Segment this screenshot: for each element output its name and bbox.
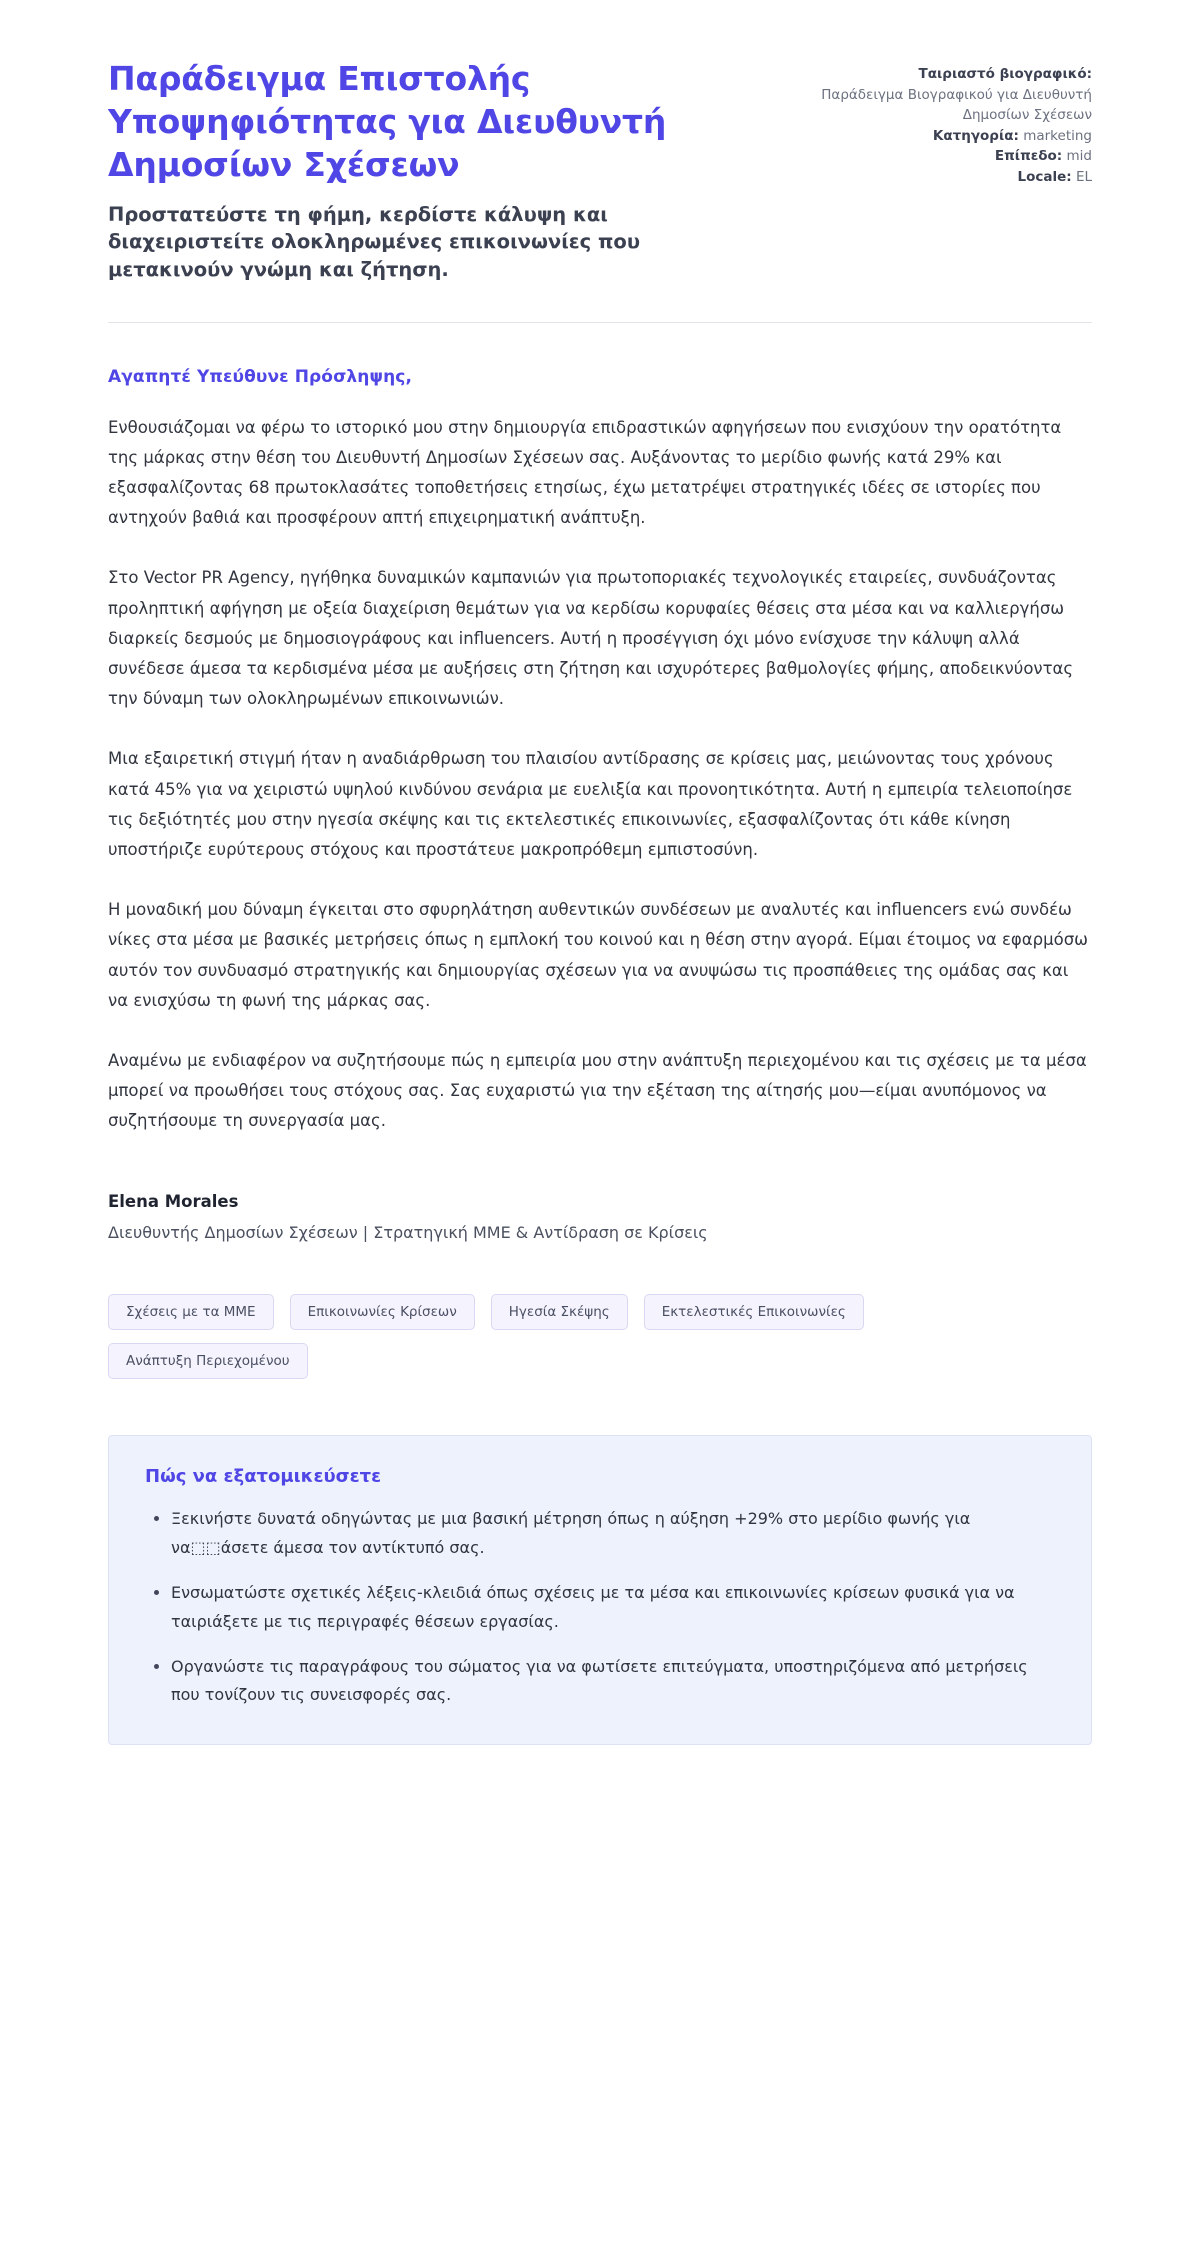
meta-category-value: marketing	[1023, 127, 1092, 144]
meta-matched-value-row	[792, 85, 1092, 126]
skill-tag[interactable]: Ηγεσία Σκέψης	[491, 1294, 628, 1330]
tips-title: Πώς να εξατομικεύσετε	[145, 1466, 382, 1488]
skill-tag[interactable]: Σχέσεις με τα ΜΜΕ	[108, 1294, 274, 1330]
signature-name: Elena Morales	[108, 1192, 239, 1212]
list-item: • Οργανώστε τις παραγράφους του σώματος για να φωτίσετε επιτεύγματα, υποστηριζόμενα από μετρήσεις που τονίζουν τις συνεισφορές σας.	[171, 1653, 1055, 1711]
header-text-block	[108, 58, 752, 284]
skill-tag[interactable]: Ανάπτυξη Περιεχομένου	[108, 1343, 308, 1379]
page-title: Παράδειγμα Επιστολής Υποψηφιότητας για Διευθυντή Δημοσίων Σχέσεων	[108, 59, 667, 184]
letter-paragraph: Αναμένω με ενδιαφέρον να συζητήσουμε πώς η εμπειρία μου στην ανάπτυξη περιεχομένου και τις σχέσεις με τα μέσα μπορεί να προωθήσει τους στόχους σας. Σας ευχαριστώ για την εξέταση της αίτησής μου—είμαι ανυπόμονος να συζητήσουμε τη συνεργασία μας.	[108, 1050, 1087, 1131]
signature-role: Διευθυντής Δημοσίων Σχέσεων | Στρατηγική ΜΜΕ & Αντίδραση σε Κρίσεις	[108, 1223, 708, 1243]
page-subtitle: Προστατεύστε τη φήμη, κερδίστε κάλυψη και διαχειριστείτε ολοκληρωμένες επικοινωνίες που μετακινούν γνώμη και ζήτηση.	[108, 202, 640, 282]
letter-paragraph: Η μοναδική μου δύναμη έγκειται στο σφυρηλάτηση αυθεντικών συνδέσεων με αναλυτές και influencers ενώ συνδέω νίκες στα μέσα με βασικές μετρήσεις όπως η εμπλοκή του κοινού και η θέση στην αγορά. Είμαι έτοιμος να εφαρμόσω αυτόν τον συνδυασμό στρατηγικής και δημιουργίας σχέσεων για να ανυψώσω τις προσπάθειες της ομάδας σας και να ενισχύσω τη φωνή της μάρκας σας.	[108, 900, 1088, 1010]
letter-paragraph: Μια εξαιρετική στιγμή ήταν η αναδιάρθρωση του πλαισίου αντίδρασης σε κρίσεις μας, μειώνοντας τους χρόνους κατά 45% για να χειριστώ υψηλού κινδύνου σενάρια με ευελιξία και προνοητικότητα. Αυτή η εμπειρία τελειοποίησε τις δεξιότητές μου στην ηγεσία σκέψης και τις εκτελεστικές επικοινωνίες, εξασφαλίζοντας ότι κάθε κίνηση υποστήριζε ευρύτερους στόχους και προστάτευε μακροπρόθεμη εμπιστοσύνη.	[108, 749, 1073, 859]
meta-level-value: mid	[1066, 148, 1092, 165]
tips-list	[145, 1505, 1055, 1710]
skill-tag-list	[108, 1294, 988, 1379]
meta-locale-value: EL	[1075, 168, 1092, 185]
document-meta	[792, 58, 1092, 187]
meta-level-label: Επίπεδο:	[994, 148, 1063, 165]
meta-matched-value: Παράδειγμα Βιογραφικού για Διευθυντή Δημοσίων Σχέσεων	[821, 86, 1092, 124]
document-header	[108, 58, 1092, 284]
letter-paragraph: Στο Vector PR Agency, ηγήθηκα δυναμικών καμπανιών για πρωτοποριακές τεχνολογικές εταιρείες, συνδυάζοντας προληπτική αφήγηση με οξεία διαχείριση θεμάτων για να κερδίσω κορυφαίες θέσεις στα μέσα και να καλλιεργήσω διαρκείς δεσμούς με δημοσιογράφους και influencers. Αυτή η προσέγγιση όχι μόνο ενίσχυσε την κάλυψη αλλά συνέδεσε άμεσα τα κερδισμένα μέσα με αυξήσεις στη ζήτηση και ισχυρότερες βαθμολογίες φήμης, αποδεικνύοντας την δύναμη των ολοκληρωμένων επικοινωνιών.	[108, 568, 1074, 709]
list-item: • Ξεκινήστε δυνατά οδηγώντας με μια βασική μέτρηση όπως η αύξηση +29% στο μερίδιο φωνής για να⬚⬚άσετε άμεσα τον αντίκτυπό σας.	[171, 1505, 1055, 1563]
meta-locale	[792, 167, 1092, 188]
letter-salutation: Αγαπητέ Υπεύθυνε Πρόσληψης,	[108, 366, 413, 387]
skill-tag[interactable]: Επικοινωνίες Κρίσεων	[290, 1294, 475, 1330]
signature-block	[108, 1192, 1092, 1242]
meta-category-label: Κατηγορία:	[932, 127, 1019, 144]
letter-paragraph: Ενθουσιάζομαι να φέρω το ιστορικό μου στην δημιουργία επιδραστικών αφηγήσεων που ενισχύουν την ορατότητα της μάρκας στην θέση του Διευθυντή Δημοσίων Σχέσεων σας. Αυξάνοντας το μερίδιο φωνής κατά 29% και εξασφαλίζοντας 68 πρωτοκλασάτες τοποθετήσεις ετησίως, έχω μετατρέψει στρατηγικές ιδέες σε ιστορίες που αντηχούν βαθιά και προσφέρουν απτή επιχειρηματική ανάπτυξη.	[108, 417, 1062, 528]
meta-level	[792, 146, 1092, 167]
skill-tag[interactable]: Εκτελεστικές Επικοινωνίες	[644, 1294, 864, 1330]
personalization-tips-panel	[108, 1435, 1092, 1745]
cover-letter-body	[108, 323, 1092, 1243]
meta-matched-label: Ταιριαστό βιογραφικό:	[918, 66, 1092, 82]
meta-locale-label: Locale:	[1017, 168, 1072, 185]
list-item: • Ενσωματώστε σχετικές λέξεις-κλειδιά όπως σχέσεις με τα μέσα και επικοινωνίες κρίσεων φυσικά για να ταιριάξετε με τις περιγραφές θέσεων εργασίας.	[171, 1579, 1055, 1637]
meta-category	[792, 126, 1092, 147]
meta-matched-resume	[792, 64, 1092, 85]
